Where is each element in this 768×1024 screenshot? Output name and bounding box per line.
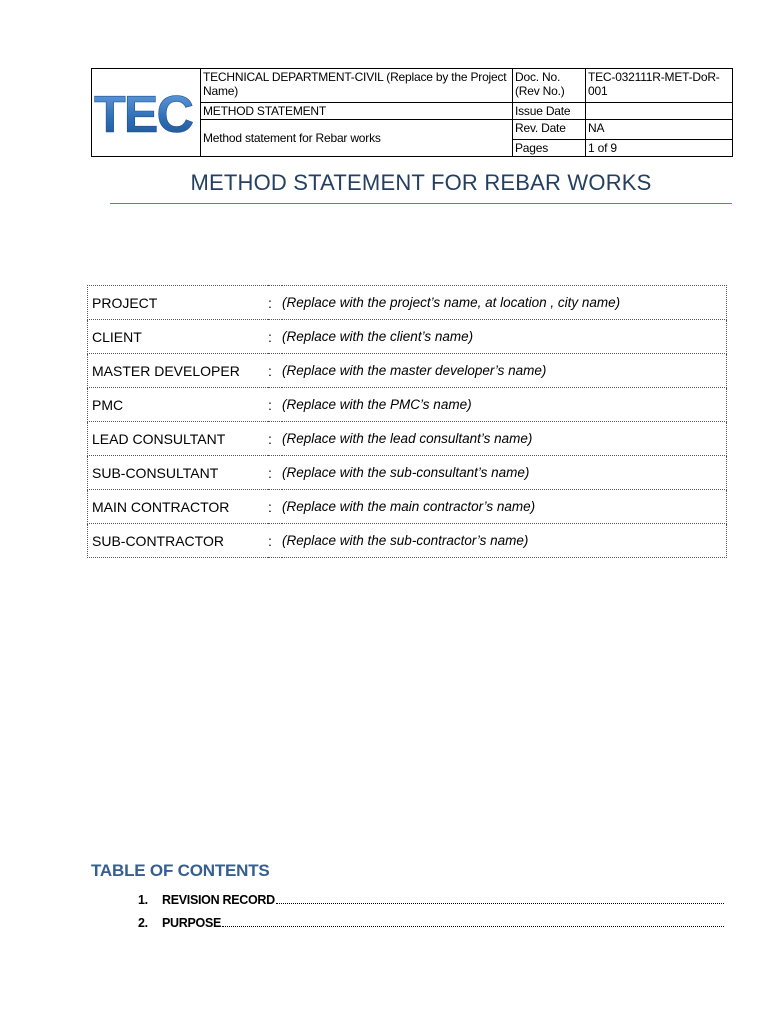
info-value: (Replace with the lead consultant’s name)	[282, 422, 727, 456]
toc-leader-dots	[276, 903, 724, 904]
toc-item-number: 2.	[138, 916, 148, 930]
info-value: (Replace with the PMC’s name)	[282, 388, 727, 422]
doc-no-label: Doc. No. (Rev No.)	[513, 69, 586, 103]
info-value: (Replace with the sub-consultant’s name)	[282, 456, 727, 490]
info-label: MASTER DEVELOPER	[88, 354, 269, 388]
toc-item-label: REVISION RECORD	[162, 893, 275, 907]
issue-date-label: Issue Date	[513, 103, 586, 120]
logo-cell	[92, 69, 201, 157]
info-separator: :	[268, 490, 282, 524]
info-value: (Replace with the sub-contractor’s name)	[282, 524, 727, 558]
info-label: LEAD CONSULTANT	[88, 422, 269, 456]
doc-no-value: TEC-032111R-MET-DoR-001	[586, 69, 733, 103]
rev-date-label: Rev. Date	[513, 120, 586, 140]
info-separator: :	[268, 320, 282, 354]
toc-item-label: PURPOSE	[162, 916, 222, 930]
svg-text:TEC: TEC	[94, 86, 192, 144]
info-row	[88, 422, 727, 456]
info-label: MAIN CONTRACTOR	[88, 490, 269, 524]
info-label: PROJECT	[88, 286, 269, 320]
info-separator: :	[268, 354, 282, 388]
info-label: SUB-CONSULTANT	[88, 456, 269, 490]
toc-heading: TABLE OF CONTENTS	[91, 861, 270, 880]
project-info-table	[87, 285, 727, 558]
info-separator: :	[268, 422, 282, 456]
info-row	[88, 456, 727, 490]
info-separator: :	[268, 456, 282, 490]
info-row	[88, 490, 727, 524]
info-separator: :	[268, 524, 282, 558]
info-row	[88, 320, 727, 354]
toc-item[interactable]	[138, 889, 724, 907]
document-title: METHOD STATEMENT FOR REBAR WORKS	[190, 170, 652, 195]
info-value: (Replace with the main contractor’s name)	[282, 490, 727, 524]
title-underline	[110, 203, 732, 204]
subject-cell: Method statement for Rebar works	[201, 120, 513, 157]
info-separator: :	[268, 286, 282, 320]
document-header-table	[91, 68, 733, 157]
info-separator: :	[268, 388, 282, 422]
info-label: SUB-CONTRACTOR	[88, 524, 269, 558]
info-value: (Replace with the master developer’s name)	[282, 354, 727, 388]
info-label: PMC	[88, 388, 269, 422]
info-row	[88, 388, 727, 422]
toc-item[interactable]	[138, 912, 724, 930]
info-row	[88, 354, 727, 388]
info-value: (Replace with the project’s name, at location , city name)	[282, 286, 727, 320]
pages-value: 1 of 9	[586, 140, 733, 157]
info-label: CLIENT	[88, 320, 269, 354]
toc-leader-dots	[222, 926, 724, 927]
tec-logo	[92, 69, 198, 153]
info-value: (Replace with the client’s name)	[282, 320, 727, 354]
department-cell: TECHNICAL DEPARTMENT-CIVIL (Replace by the Project Name)	[201, 69, 513, 103]
rev-date-value: NA	[586, 120, 733, 140]
info-row	[88, 286, 727, 320]
info-row	[88, 524, 727, 558]
issue-date-value	[586, 103, 733, 120]
toc-item-number: 1.	[138, 893, 148, 907]
pages-label: Pages	[513, 140, 586, 157]
doc-type-cell: METHOD STATEMENT	[201, 103, 513, 120]
